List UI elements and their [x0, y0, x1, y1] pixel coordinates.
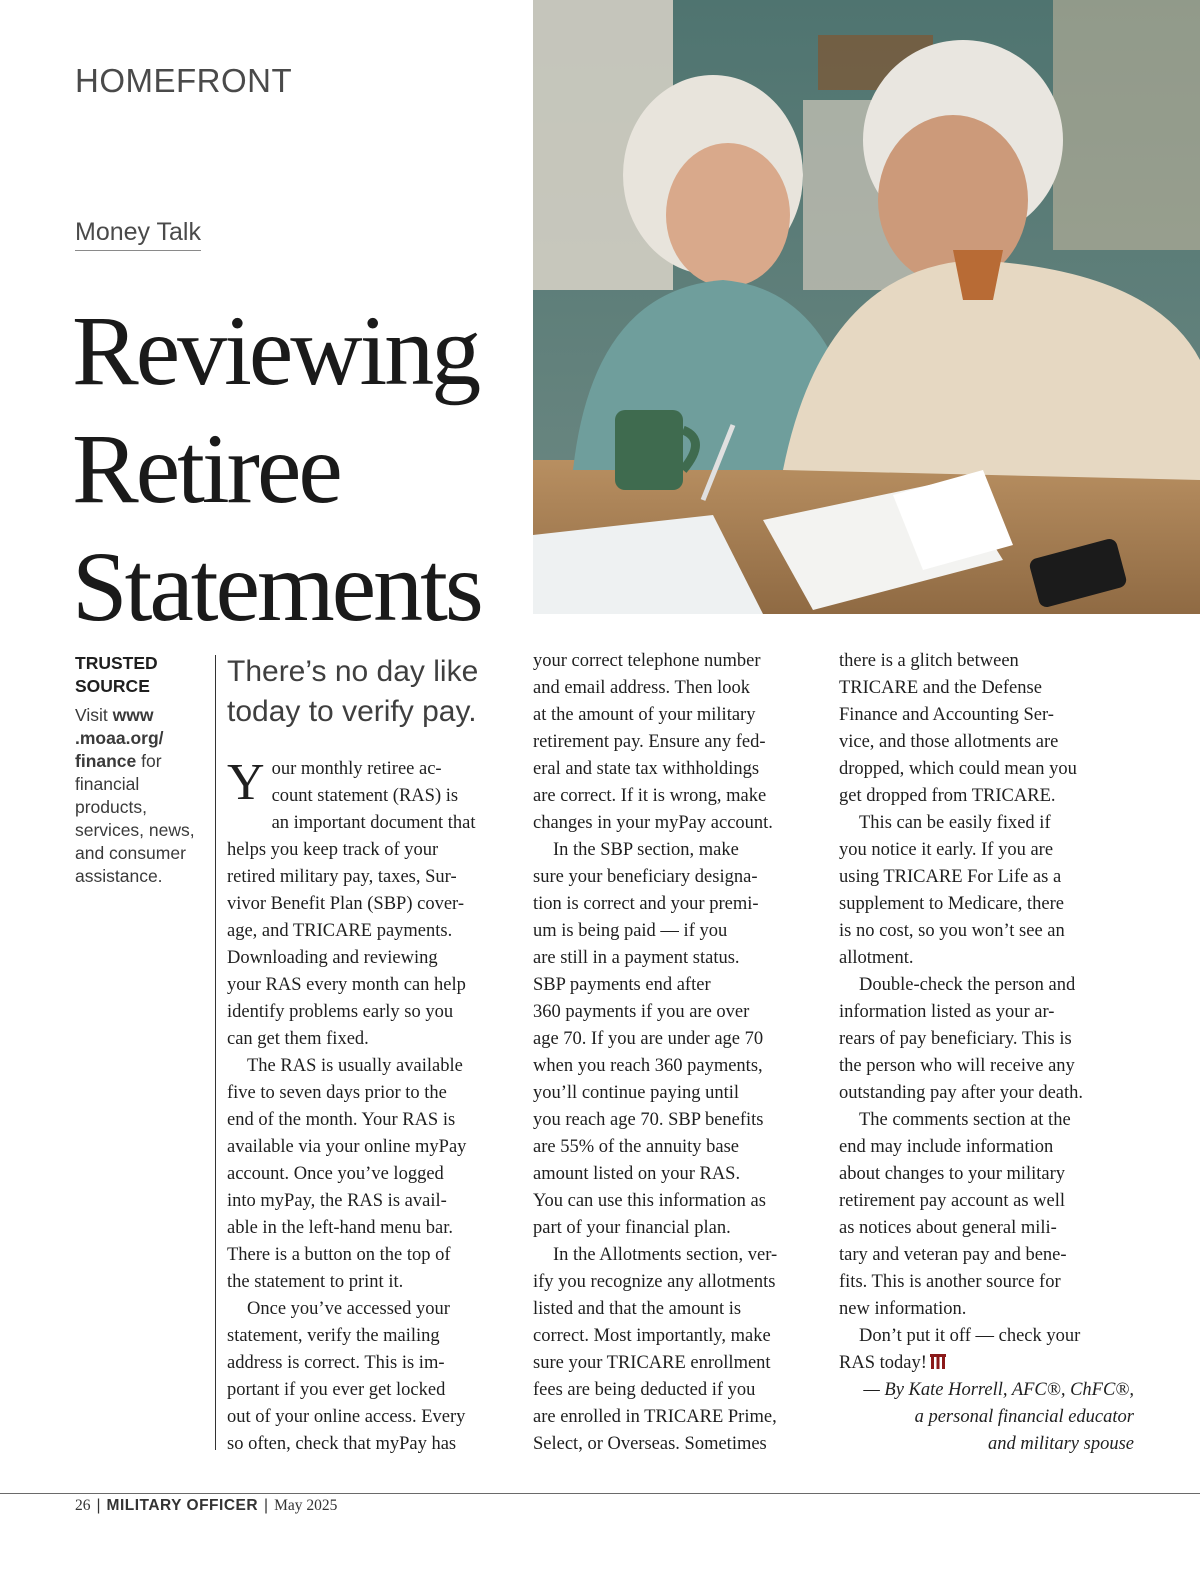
sidebar-link[interactable]: .moaa.org/ — [75, 728, 164, 748]
article-line: you’ll continue paying until — [533, 1083, 740, 1103]
article-column-3 — [839, 648, 1134, 1458]
article-line: amount listed on your RAS. — [533, 1164, 741, 1184]
article-line: new information. — [839, 1299, 967, 1319]
article-line: portant if you ever get locked — [227, 1380, 446, 1400]
article-line: supplement to Medicare, there — [839, 894, 1064, 914]
article-line: age 70. If you are under age 70 — [533, 1029, 764, 1049]
article-line: can get them fixed. — [227, 1029, 369, 1049]
article-line: listed and that the amount is — [533, 1299, 742, 1319]
article-line: into myPay, the RAS is avail- — [227, 1191, 447, 1211]
sidebar-body — [75, 704, 203, 888]
magazine-name: MILITARY OFFICER — [106, 1497, 259, 1514]
article-line: are 55% of the annuity base — [533, 1137, 739, 1157]
byline — [839, 1377, 1134, 1458]
article-line: you reach age 70. SBP benefits — [533, 1110, 764, 1130]
sidebar-link[interactable]: finance — [75, 751, 137, 771]
deck-line: today to verify pay. — [227, 695, 477, 728]
sidebar-line: and consumer — [75, 843, 186, 863]
article-line: RAS today! — [839, 1353, 927, 1373]
article-line: and email address. Then look — [533, 678, 750, 698]
article-line: so often, check that myPay has — [227, 1434, 457, 1454]
headline-line: Statements — [72, 531, 481, 642]
article-line: outstanding pay after your death. — [839, 1083, 1084, 1103]
column-divider — [215, 655, 216, 1450]
column-3-lines — [839, 648, 1134, 1377]
footer-rule — [0, 1493, 1200, 1494]
article-line: Downloading and reviewing — [227, 948, 438, 968]
headline-line: Reviewing — [72, 295, 479, 406]
sidebar-title-line: SOURCE — [75, 676, 150, 696]
article-line: correct. Most importantly, make — [533, 1326, 771, 1346]
article-line: the person who will receive any — [839, 1056, 1075, 1076]
photo-illustration — [533, 0, 1200, 614]
article-line: Double-check the person and — [859, 975, 1076, 995]
article-line: sure your TRICARE enrollment — [533, 1353, 771, 1373]
sidebar-line: financial — [75, 774, 140, 794]
article-line: when you reach 360 payments, — [533, 1056, 763, 1076]
article-line: Select, or Overseas. Sometimes — [533, 1434, 767, 1454]
article-line: count statement (RAS) is — [271, 786, 459, 806]
sidebar-line: finance for — [75, 751, 162, 771]
footer-separator: | — [96, 1497, 101, 1514]
sidebar-title-line: TRUSTED — [75, 653, 158, 673]
article-line: vice, and those allotments are — [839, 732, 1059, 752]
article-line: dropped, which could mean you — [839, 759, 1077, 779]
article-line: are enrolled in TRICARE Prime, — [533, 1407, 777, 1427]
article-line: The RAS is usually available — [247, 1056, 463, 1076]
article-line: out of your online access. Every — [227, 1407, 466, 1427]
sidebar-line: products, — [75, 797, 147, 817]
footer-separator: | — [264, 1497, 269, 1514]
department-label: Money Talk — [75, 218, 201, 251]
article-line: at the amount of your military — [533, 705, 756, 725]
article-column-2 — [533, 648, 828, 1458]
article-line: are correct. If it is wrong, make — [533, 786, 767, 806]
sidebar-line: services, news, — [75, 820, 195, 840]
headline-line: Retiree — [72, 413, 340, 524]
trusted-source-sidebar — [75, 652, 203, 888]
article-line: SBP payments end after — [533, 975, 711, 995]
article-line: retirement pay account as well — [839, 1191, 1066, 1211]
sidebar-title — [75, 652, 203, 698]
article-line: um is being paid — if you — [533, 921, 728, 941]
article-line: vivor Benefit Plan (SBP) cover- — [227, 894, 465, 914]
byline-line: a personal financial educator — [914, 1407, 1134, 1427]
article-line: The comments section at the — [859, 1110, 1071, 1130]
article-line: information listed as your ar- — [839, 1002, 1055, 1022]
article-line: ify you recognize any allotments — [533, 1272, 776, 1292]
article-line: Once you’ve accessed your — [247, 1299, 450, 1319]
article-line: sure your beneficiary designa- — [533, 867, 758, 887]
article-photo — [533, 0, 1200, 614]
article-line: statement, verify the mailing — [227, 1326, 440, 1346]
page-number: 26 — [75, 1497, 91, 1514]
sidebar-line: assistance. — [75, 866, 163, 886]
article-line: is no cost, so you won’t see an — [839, 921, 1065, 941]
article-line: 360 payments if you are over — [533, 1002, 750, 1022]
byline-line: and military spouse — [988, 1434, 1134, 1454]
article-line: able in the left-hand menu bar. — [227, 1218, 454, 1238]
article-line: Finance and Accounting Ser- — [839, 705, 1054, 725]
page-footer — [75, 1497, 337, 1515]
sidebar-line: Visit www — [75, 705, 154, 725]
article-line: fees are being deducted if you — [533, 1380, 756, 1400]
drop-cap: Y — [227, 754, 265, 811]
article-line: there is a glitch between — [839, 651, 1019, 671]
sidebar-link[interactable]: www — [112, 705, 154, 725]
article-line: allotment. — [839, 948, 914, 968]
article-line: end may include information — [839, 1137, 1054, 1157]
article-line: retirement pay. Ensure any fed- — [533, 732, 766, 752]
article-line: This can be easily fixed if — [859, 813, 1051, 833]
byline-line: — By Kate Horrell, AFC®, ChFC®, — [863, 1380, 1134, 1400]
deck — [227, 652, 478, 732]
article-line: age, and TRICARE payments. — [227, 921, 453, 941]
article-line: helps you keep track of your — [227, 840, 439, 860]
article-line: address is correct. This is im- — [227, 1353, 445, 1373]
article-line: retired military pay, taxes, Sur- — [227, 867, 457, 887]
article-line: you notice it early. If you are — [839, 840, 1054, 860]
article-line: rears of pay beneficiary. This is — [839, 1029, 1072, 1049]
article-line: tary and veteran pay and bene- — [839, 1245, 1067, 1265]
article-line: available via your online myPay — [227, 1137, 467, 1157]
article-last-line — [839, 1350, 1134, 1377]
article-line: using TRICARE For Life as a — [839, 867, 1062, 887]
article-line: fits. This is another source for — [839, 1272, 1061, 1292]
article-line: are still in a payment status. — [533, 948, 740, 968]
article-line: identify problems early so you — [227, 1002, 454, 1022]
article-line: your RAS every month can help — [227, 975, 466, 995]
issue-date: May 2025 — [274, 1497, 338, 1514]
article-line: five to seven days prior to the — [227, 1083, 447, 1103]
article-line: the statement to print it. — [227, 1272, 404, 1292]
article-line: There is a button on the top of — [227, 1245, 451, 1265]
article-line: In the SBP section, make — [553, 840, 739, 860]
column-2-lines — [533, 648, 828, 1458]
article-line: Don’t put it off — check your — [859, 1326, 1081, 1346]
article-line: tion is correct and your premi- — [533, 894, 759, 914]
article-line: part of your financial plan. — [533, 1218, 731, 1238]
article-line: In the Allotments section, ver- — [553, 1245, 778, 1265]
article-line: eral and state tax withholdings — [533, 759, 760, 779]
article-line: get dropped from TRICARE. — [839, 786, 1056, 806]
article-line: as notices about general mili- — [839, 1218, 1057, 1238]
article-line: your correct telephone number — [533, 651, 761, 671]
article-line: TRICARE and the Defense — [839, 678, 1042, 698]
headline — [72, 292, 532, 646]
column-1-lines — [227, 756, 517, 1458]
moaa-endmark-icon — [930, 1354, 946, 1369]
article-line: You can use this information as — [533, 1191, 766, 1211]
deck-line: There’s no day like — [227, 655, 479, 688]
article-column-1 — [227, 756, 517, 1458]
article-line: about changes to your military — [839, 1164, 1066, 1184]
article-line: our monthly retiree ac- — [271, 759, 442, 779]
article-line: an important document that — [271, 813, 476, 833]
section-label: HOMEFRONT — [75, 62, 293, 99]
sidebar-line — [75, 727, 203, 750]
article-line: end of the month. Your RAS is — [227, 1110, 456, 1130]
article-line: account. Once you’ve logged — [227, 1164, 444, 1184]
article-line: changes in your myPay account. — [533, 813, 773, 833]
